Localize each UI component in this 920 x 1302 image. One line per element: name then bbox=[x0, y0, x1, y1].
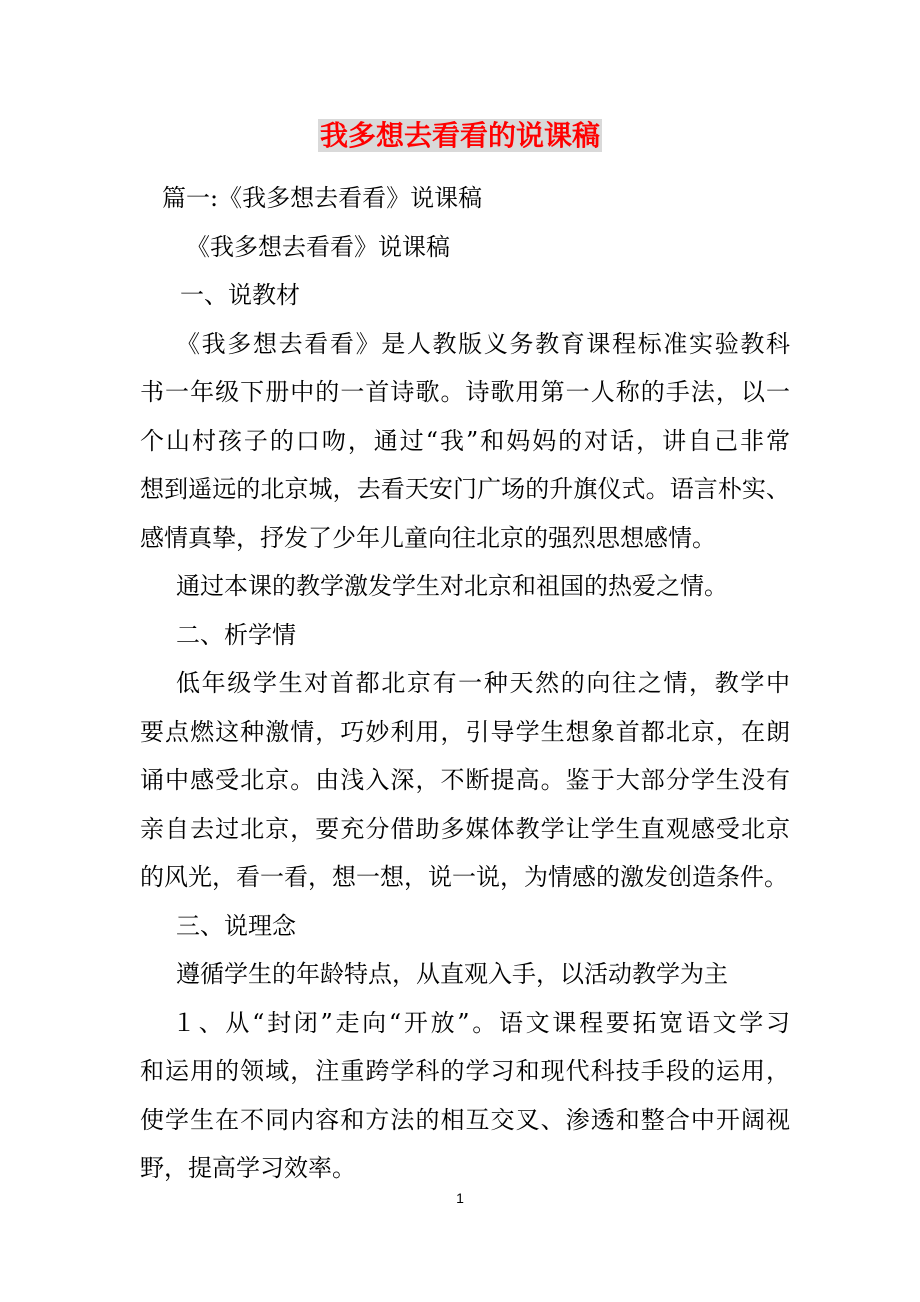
paragraph-line: 诵中感受北京。由浅入深，不断提高。鉴于大部分学生没有 bbox=[140, 766, 790, 794]
paragraph-line: 通过本课的教学激发学生对北京和祖国的热爱之情。 bbox=[176, 572, 728, 600]
list-item-line: １、从“封闭”走向“开放”。语文课程要拓宽语文学习 bbox=[172, 1008, 790, 1037]
document-title bbox=[0, 114, 920, 158]
paragraph-line: 个山村孩子的口吻，通过“我”和妈妈的对话，讲自己非常 bbox=[140, 426, 790, 455]
paragraph-line: 野，提高学习效率。 bbox=[140, 1154, 356, 1182]
paragraph-line: 低年级学生对首都北京有一种天然的向往之情，教学中 bbox=[176, 669, 790, 697]
paragraph-line: 遵循学生的年龄特点，从直观入手，以活动教学为主 bbox=[176, 960, 728, 988]
paragraph-line: 书一年级下册中的一首诗歌。诗歌用第一人称的手法，以一 bbox=[140, 378, 790, 406]
paragraph-line: 亲自去过北京，要充分借助多媒体教学让学生直观感受北京 bbox=[140, 814, 790, 843]
document-body bbox=[140, 174, 790, 1193]
document-title-text: 我多想去看看的说课稿 bbox=[319, 119, 600, 152]
paragraph-line: 《我多想去看看》是人教版义务教育课程标准实验教科 bbox=[176, 329, 790, 358]
paragraph-line: 想到遥远的北京城，去看天安门广场的升旗仪式。语言朴实、 bbox=[140, 475, 790, 503]
paragraph-line: 感情真挚，抒发了少年儿童向往北京的强烈思想感情。 bbox=[140, 523, 716, 552]
section-heading-learner-analysis: 二、析学情 bbox=[176, 620, 296, 649]
paragraph-line: 的风光，看一看，想一想，说一说，为情感的激发创造条件。 bbox=[140, 863, 788, 891]
section-heading-teaching-philosophy: 三、说理念 bbox=[176, 911, 296, 940]
section-heading-teaching-material: 一、说教材 bbox=[180, 281, 300, 309]
subtitle-line: 《我多想去看看》说课稿 bbox=[186, 232, 450, 261]
paragraph-line: 和运用的领域，注重跨学科的学习和现代科技手段的运用， bbox=[140, 1057, 790, 1085]
page-number: 1 bbox=[456, 1190, 464, 1206]
paragraph-line: 要点燃这种激情，巧妙利用，引导学生想象首都北京，在朗 bbox=[140, 717, 790, 746]
section-heading-part-one: 篇一:《我多想去看看》说课稿 bbox=[162, 184, 483, 212]
paragraph-line: 使学生在不同内容和方法的相互交叉、渗透和整合中开阔视 bbox=[140, 1105, 790, 1134]
